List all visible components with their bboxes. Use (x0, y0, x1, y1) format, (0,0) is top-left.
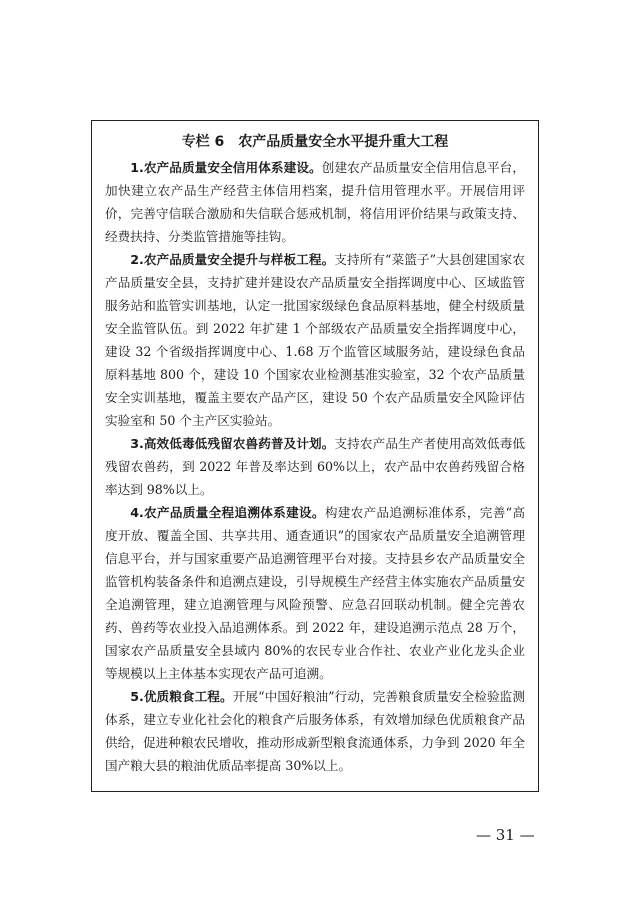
item-body: 创建农产品质量安全信用信息平台，加快建立农产品生产经营主体信用档案，提升信用管理水平。开展信用评价，完善守信联合激励和失信联合惩戒机制，将信用评价结果与政策支持、经费扶持、分类监管措施等挂钩。 (105, 160, 525, 244)
item-body: 构建农产品追溯标准体系，完善“高度开放、覆盖全国、共享共用、通查通识”的国家农产品质量安全追溯管理信息平台，并与国家重要产品追溯管理平台对接。支持县乡农产品质量安全监管机构装备条件和追溯点建设，引导规模生产经营主体实施农产品质量安全追溯管理，建立追溯管理与风险预警、应急召回联动机制。健全完善农药、兽药等农业投入品追溯体系。到 2022 年，建设追溯示范点 28 万个，国家农产品质量安全县域内 80%的农民专业合作社、农业产业化龙头企业等规模以上主体基本实现农产品可追溯。 (105, 505, 525, 681)
box-title (105, 131, 525, 153)
item-heading: 4.农产品质量全程追溯体系建设。 (130, 505, 325, 520)
item-paragraph (105, 156, 525, 248)
item-heading: 1.农产品质量安全信用体系建设。 (130, 160, 322, 175)
item-body: 支持农产品生产者使用高效低毒低残留农兽药，到 2022 年普及率达到 60%以上，农产品中农兽药残留合格率达到 98%以上。 (105, 436, 525, 497)
feature-box (91, 120, 539, 792)
item-paragraph (105, 432, 525, 501)
item-heading: 3.高效低毒低残留农兽药普及计划。 (130, 436, 335, 451)
column-title: 农产品质量安全水平提升重大工程 (238, 134, 449, 150)
item-paragraph (105, 685, 525, 777)
item-heading: 5.优质粮食工程。 (130, 689, 233, 704)
item-body: 开展“中国好粮油”行动，完善粮食质量安全检验监测体系，建立专业化社会化的粮食产后服务体系，有效增加绿色优质粮食产品供给，促进种粮农民增收，推动形成新型粮食流通体系，力争到 2020 年全国产粮大县的粮油优质品率提高 30%以上。 (105, 689, 525, 773)
item-paragraph (105, 501, 525, 685)
item-heading: 2.农产品质量安全提升与样板工程。 (130, 252, 335, 267)
item-paragraph (105, 248, 525, 432)
item-body: 支持所有“菜篮子”大县创建国家农产品质量安全县，支持扩建并建设农产品质量安全指挥调度中心、区域监管服务站和监管实训基地，认定一批国家级绿色食品原料基地，健全村级质量安全监管队伍。到 2022 年扩建 1 个部级农产品质量安全指挥调度中心，建设 32 个省级指挥调度中心、1.68 万个监管区域服务站，建设绿色食品原料基地 800 个，建设 10 个国家农业检测基准实验室，32 个农产品质量安全实训基地，覆盖主要农产品产区，建设 50 个农产品质量安全风险评估实验室和 50 个主产区实验站。 (105, 252, 525, 428)
column-number: 专栏 6 (181, 134, 225, 150)
page-number: — 31 — (476, 826, 535, 844)
